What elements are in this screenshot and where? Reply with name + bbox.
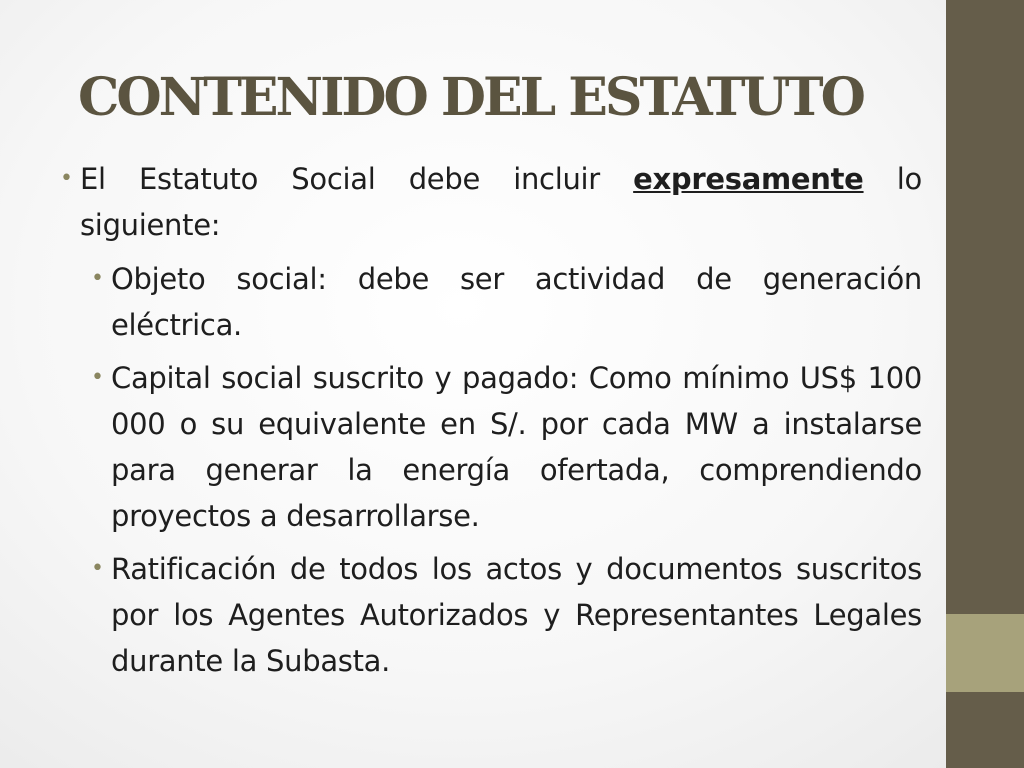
bullet-dot-icon: • [91,556,104,581]
slide-title: CONTENIDO DEL ESTATUTO [78,67,863,128]
bullet-objeto-social-text: Objeto social: debe ser actividad de generación eléctrica. [111,262,922,342]
bullet-objeto-social [91,256,922,348]
bullet-dot-icon: • [60,166,73,191]
bullet-dot-icon: • [91,266,104,291]
bullet-ratificacion [91,546,922,684]
bullet-intro-text-end: lo siguiente: [80,162,922,242]
bullet-intro-text: El Estatuto Social debe incluir [80,162,634,196]
side-bar-accent-block [946,614,1024,692]
bullet-intro [60,156,922,248]
emphasis-text: expresamente [633,162,864,196]
slide-content [60,156,922,691]
bullet-capital-social-text: Capital social suscrito y pagado: Como mínimo US$ 100 000 o su equivalente en S/. por cada MW a instalarse para generar la energía ofertada, comprendiendo proyectos a desarrollarse. [111,361,922,533]
bullet-capital-social [91,355,922,539]
bullet-ratificacion-text: Ratificación de todos los actos y documentos suscritos por los Agentes Autorizados y Representantes Legales durante la Subasta. [111,552,922,678]
bullet-dot-icon: • [91,365,104,390]
